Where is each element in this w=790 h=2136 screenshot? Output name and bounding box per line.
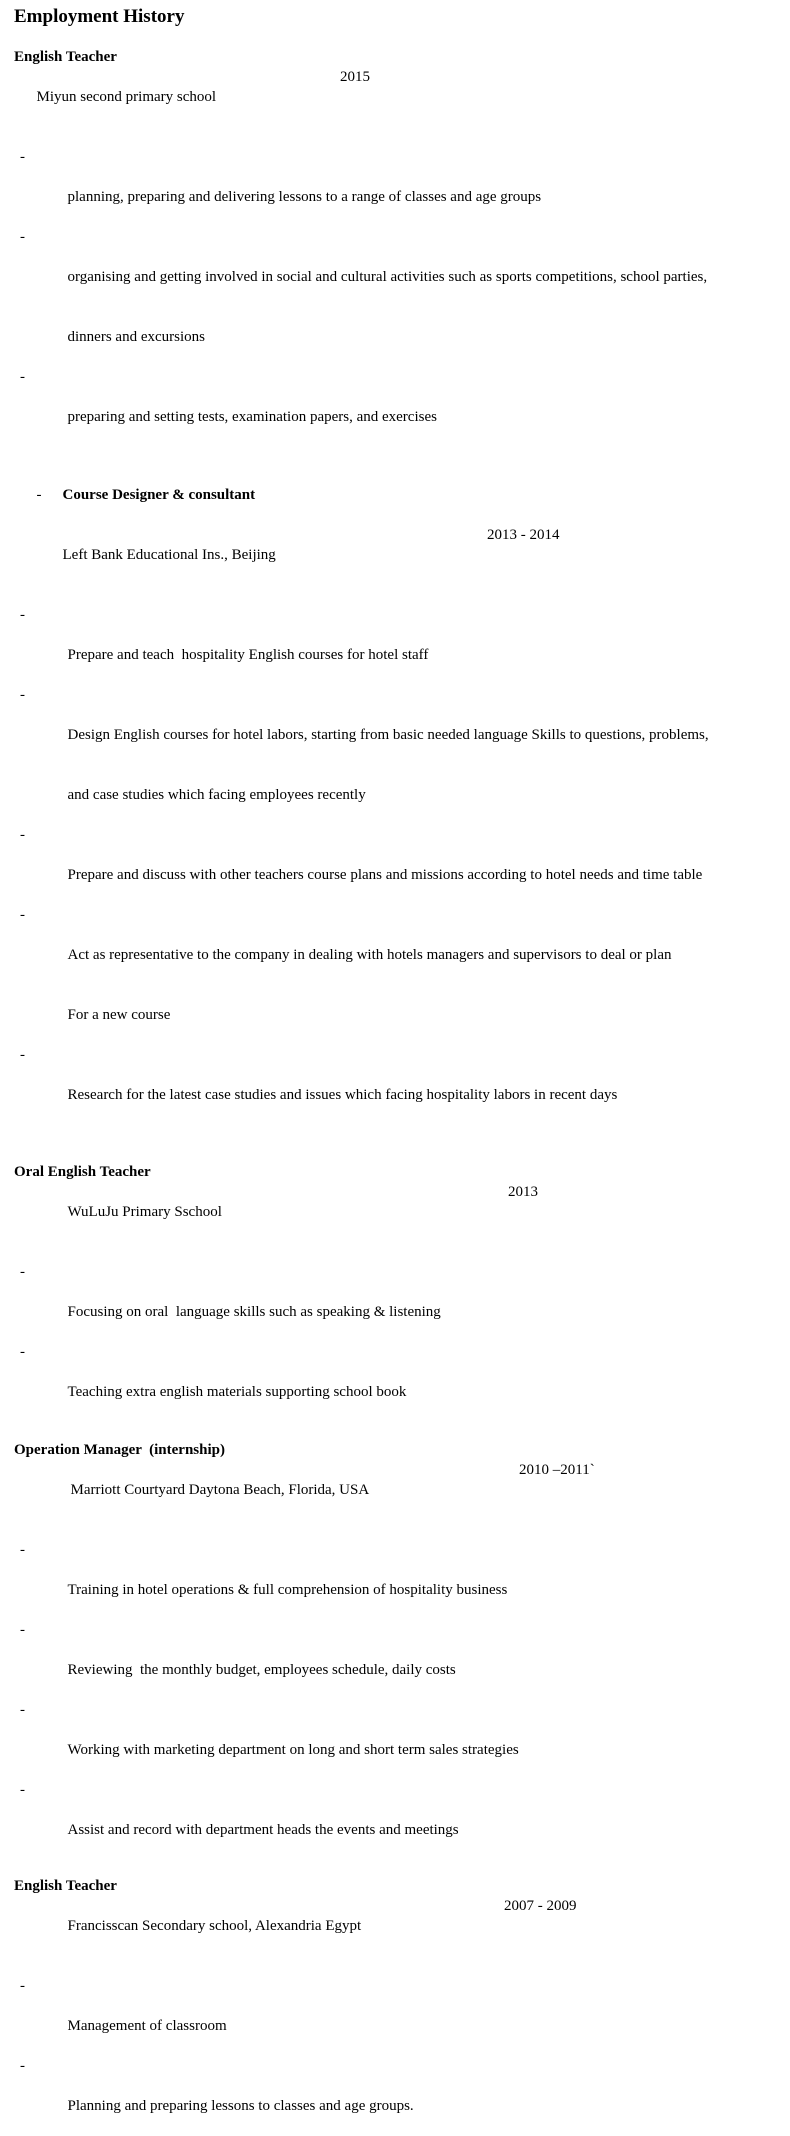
bullet-text: Working with marketing department on long and short term sales strategies <box>67 1742 519 1758</box>
job-section-english-teacher-francisscan <box>14 1876 772 2136</box>
job-dates: 2010 –2011` <box>519 1462 595 1478</box>
job-dates: 2015 <box>340 69 370 85</box>
bullet-item <box>14 905 772 985</box>
job-title: Operation Manager (internship) <box>14 1442 225 1458</box>
bullet-item <box>14 1780 772 1860</box>
org-line <box>14 1460 772 1540</box>
bullet-item <box>14 1045 772 1125</box>
bullet-text: Act as representative to the company in dealing with hotels managers and supervisors to deal or plan <box>67 947 672 963</box>
bullet-item <box>14 685 772 765</box>
org-name: Marriott Courtyard Daytona Beach, Florida, USA <box>70 1482 370 1498</box>
bullet-dash: - <box>20 1542 25 1558</box>
job-section-operation-manager <box>14 1440 772 1860</box>
bullet-dash: - <box>20 1047 25 1063</box>
org-line <box>14 67 772 147</box>
org-name: Left Bank Educational Ins., Beijing <box>62 547 276 563</box>
bullet-text: Assist and record with department heads the events and meetings <box>67 1822 459 1838</box>
page-title: Employment History <box>14 6 185 27</box>
bullet-dash: - <box>20 687 25 703</box>
bullet-text: and case studies which facing employees recently <box>67 787 366 803</box>
job-title-dash: - <box>36 487 42 503</box>
bullet-item <box>14 227 772 307</box>
bullet-item <box>14 147 772 227</box>
bullet-item <box>14 1700 772 1780</box>
bullet-continuation <box>14 985 772 1045</box>
job-dates: 2007 - 2009 <box>504 1898 577 1914</box>
bullet-item <box>14 2056 772 2136</box>
bullet-dash: - <box>20 1264 25 1280</box>
bullet-dash: - <box>20 827 25 843</box>
bullet-dash: - <box>20 2058 25 2074</box>
bullet-dash: - <box>20 1782 25 1798</box>
bullet-item <box>14 1540 772 1620</box>
bullet-text: planning, preparing and delivering lessons to a range of classes and age groups <box>67 189 542 205</box>
bullet-text: dinners and excursions <box>67 329 205 345</box>
bullet-text: Management of classroom <box>67 2018 227 2034</box>
bullet-dash: - <box>20 149 25 165</box>
bullet-dash: - <box>20 1978 25 1994</box>
bullet-dash: - <box>20 229 25 245</box>
job-dates: 2013 <box>508 1184 538 1200</box>
bullet-text: Teaching extra english materials supporting school book <box>67 1384 407 1400</box>
job-title: English Teacher <box>14 49 117 65</box>
org-line <box>14 525 772 605</box>
org-line <box>14 1896 772 1976</box>
bullet-item <box>14 1262 772 1342</box>
bullet-item <box>14 367 772 447</box>
bullet-item <box>14 825 772 905</box>
job-title-line <box>14 465 772 525</box>
bullet-continuation <box>14 307 772 367</box>
org-name: Miyun second primary school <box>36 89 217 105</box>
job-title: Oral English Teacher <box>14 1164 151 1180</box>
bullet-dash: - <box>20 607 25 623</box>
bullet-item <box>14 605 772 685</box>
bullet-text: Prepare and discuss with other teachers course plans and missions according to hotel needs and time table <box>67 867 703 883</box>
bullet-dash: - <box>20 1344 25 1360</box>
bullet-item <box>14 1976 772 2056</box>
bullet-dash: - <box>20 369 25 385</box>
bullet-dash: - <box>20 907 25 923</box>
bullet-text: Planning and preparing lessons to classes and age groups. <box>67 2098 414 2114</box>
bullet-text: Focusing on oral language skills such as speaking & listening <box>67 1304 441 1320</box>
job-dates: 2013 - 2014 <box>487 527 560 543</box>
bullet-text: Design English courses for hotel labors, starting from basic needed language Skills to questions, problems, <box>67 727 709 743</box>
org-name: WuLuJu Primary Sschool <box>67 1204 222 1220</box>
job-section-course-designer <box>14 465 772 1125</box>
bullet-text: Reviewing the monthly budget, employees schedule, daily costs <box>67 1662 456 1678</box>
job-title: Course Designer & consultant <box>62 487 256 503</box>
bullet-dash: - <box>20 1622 25 1638</box>
job-section-oral-english-teacher <box>14 1162 772 1422</box>
bullet-text: Prepare and teach hospitality English courses for hotel staff <box>67 647 429 663</box>
bullet-item <box>14 1342 772 1422</box>
job-section-english-teacher-miyun <box>14 47 772 447</box>
bullet-text: organising and getting involved in social and cultural activities such as sports competitions, school parties, <box>67 269 708 285</box>
bullet-text: Training in hotel operations & full comprehension of hospitality business <box>67 1582 508 1598</box>
bullet-text: preparing and setting tests, examination papers, and exercises <box>67 409 437 425</box>
bullet-text: Research for the latest case studies and issues which facing hospitality labors in recent days <box>67 1087 618 1103</box>
bullet-item <box>14 1620 772 1700</box>
bullet-dash: - <box>20 1702 25 1718</box>
bullet-text: For a new course <box>67 1007 171 1023</box>
bullet-continuation <box>14 765 772 825</box>
org-line <box>14 1182 772 1262</box>
job-title: English Teacher <box>14 1878 117 1894</box>
org-name: Francisscan Secondary school, Alexandria Egypt <box>67 1918 362 1934</box>
